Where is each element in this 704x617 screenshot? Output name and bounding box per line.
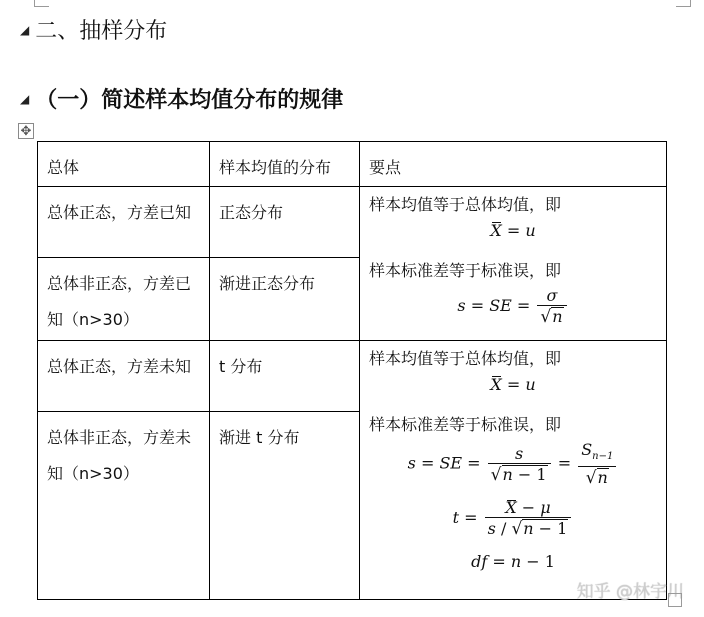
table-row [38,187,667,258]
formula-mean-equals-u: X = u [490,375,536,394]
point-text: 样本标准差等于标准误，即 [369,261,562,280]
section-heading-text: 二、抽样分布 [35,19,168,44]
population-cell: 总体正态，方差未知 [38,341,210,412]
header-distribution: 样本均值的分布 [210,142,360,187]
sampling-distribution-table [37,141,667,600]
page-corner-mark-left [34,0,49,7]
population-cell: 总体正态，方差已知 [38,187,210,258]
point-text: 样本标准差等于标准误，即 [369,415,562,434]
subsection-heading-text: （一）简述样本均值分布的规律 [35,88,344,113]
formula-standard-error: s = SE = $\frac{\sigma}{√n}$ [369,287,657,326]
table-move-handle-icon[interactable]: ✥ [18,123,34,139]
section-heading[interactable] [20,14,167,45]
page-corner-mark-right [676,0,691,7]
formula-t-statistic: t = $\frac{X - \mu}{s / √n - 1}$ [369,499,657,538]
collapse-triangle-icon[interactable]: ◢ [20,22,30,37]
point-text: 样本均值等于总体均值，即 [369,349,562,368]
population-cell: 总体非正态，方差未知（n>30） [38,412,210,600]
key-points-cell-known-variance [360,187,667,341]
distribution-cell: t 分布 [210,341,360,412]
header-population: 总体 [38,142,210,187]
collapse-triangle-icon[interactable]: ◢ [20,91,30,106]
watermark: 知乎 @林宇川 [576,582,684,602]
key-points-cell-unknown-variance [360,341,667,600]
distribution-cell: 渐进 t 分布 [210,412,360,600]
table-header-row [38,142,667,187]
subsection-heading[interactable] [20,83,343,114]
distribution-cell: 正态分布 [210,187,360,258]
distribution-cell: 渐进正态分布 [210,258,360,341]
population-cell: 总体非正态，方差已知（n>30） [38,258,210,341]
formula-sample-standard-error: s = SE = $\frac{s}{√n - 1}$ = $\frac{S_{n-1}}{√n}$ [369,441,657,487]
formula-mean-equals-u: X = u [490,221,536,240]
point-text: 样本均值等于总体均值，即 [369,195,562,214]
formula-degrees-of-freedom: df = n − 1 [471,552,555,572]
header-key-points: 要点 [360,142,667,187]
document-end-mark [668,593,682,607]
table-row [38,341,667,412]
